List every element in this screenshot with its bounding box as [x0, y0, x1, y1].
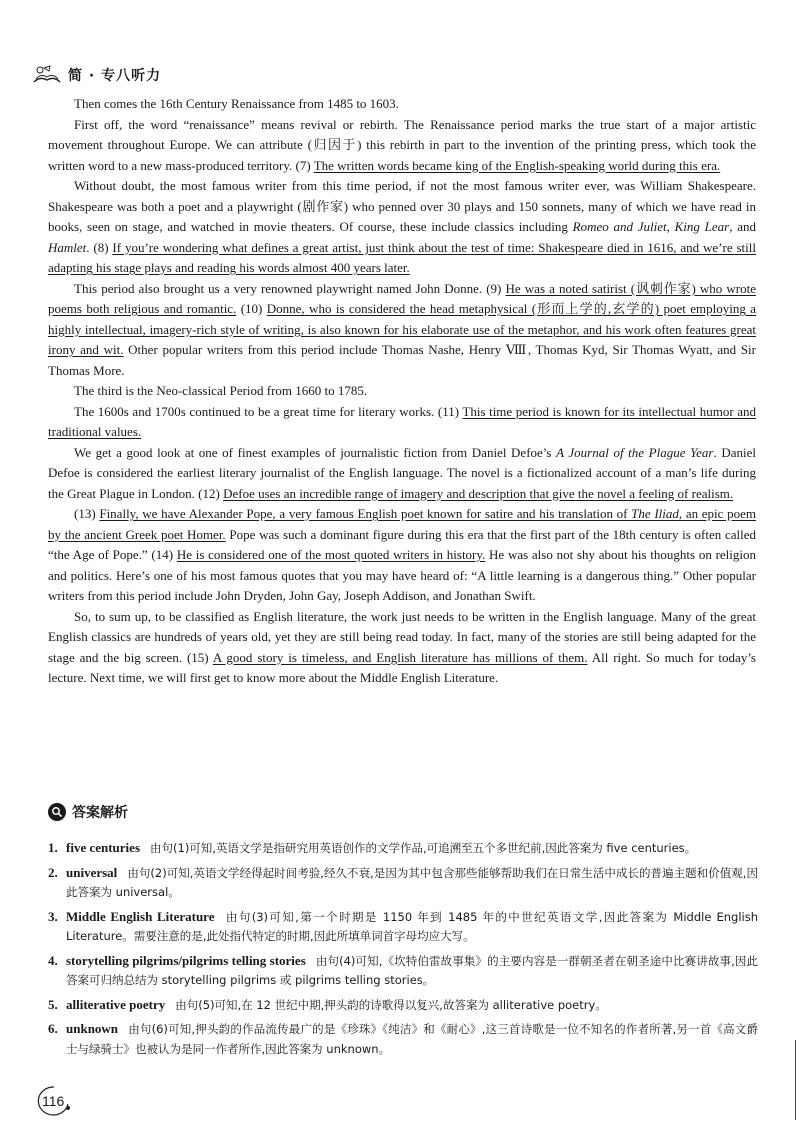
paragraph [48, 443, 756, 505]
answer-item [48, 907, 758, 947]
answer-item [48, 951, 758, 991]
answer-list [48, 838, 758, 1063]
answer-body [66, 951, 758, 991]
answer-item [48, 838, 758, 859]
answer-body [66, 1019, 758, 1059]
answer-number: 5. [48, 996, 58, 1012]
answer-item [48, 1019, 758, 1059]
answer-key: storytelling pilgrims/pilgrims telling stories [66, 952, 306, 968]
underlined-answer-sentence: Donne, who is considered the head metaphysical (形而上学的,玄学的) poet employing a highly intellectual, imagery-rich style of writing, is also known for his elaborate use of the metaphor, and his work often features great irony and wit. [48, 301, 756, 357]
underlined-answer-sentence: He is considered one of the most quoted writers in history. [176, 547, 486, 562]
text-segment: . (8) [86, 239, 113, 255]
text-segment: This period also brought us a very renowned playwright named John Donne. (9) [74, 280, 506, 296]
answer-body [66, 863, 758, 903]
answer-explanation: 由句(5)可知,在 12 世纪中期,押头韵的诗歌得以复兴,故答案为 alliterative poetry。 [175, 997, 607, 1012]
text-segment: Other popular writers from this period include Thomas Nashe, Henry Ⅷ, Thomas Kyd, Sir Thomas Wyatt, and Sir Thomas More. [48, 342, 757, 378]
paragraph [48, 94, 756, 115]
answer-key: five centuries [66, 840, 141, 855]
answer-number: 1. [48, 840, 58, 855]
paragraph [48, 176, 756, 279]
lecture-transcript [48, 94, 756, 689]
text-segment: (10) [236, 301, 267, 316]
header-title: 简 · 专八听力 [68, 68, 162, 84]
underlined-answer-sentence: Finally, we have Alexander Pope, a very famous English poet known for satire and his translation of [99, 506, 632, 521]
text-segment: Hamlet [48, 239, 87, 255]
answers-section-title: 答案解析 [72, 805, 128, 821]
text-segment: , [666, 219, 675, 234]
paragraph [48, 115, 756, 177]
answer-body [66, 995, 758, 1016]
text-segment: King Lear [674, 219, 730, 234]
answer-number: 3. [48, 908, 58, 924]
answer-explanation: 由句(4)可知,《坎特伯雷故事集》的主要内容是一群朝圣者在朝圣途中比赛讲故事,因此答案可归纳总结为 storytelling pilgrims 或 pilgrims telling stories。 [66, 953, 758, 987]
paragraph [48, 279, 756, 382]
paragraph [48, 381, 756, 402]
book-logo-icon [30, 62, 64, 88]
underlined-answer-sentence: Defoe uses an incredible range of imagery and description that give the novel a feeling of realism. [223, 485, 734, 501]
answers-section-header [48, 802, 128, 822]
underlined-answer-sentence: A good story is timeless, and English literature has millions of them. [212, 649, 588, 665]
answer-key: universal [66, 864, 118, 880]
text-segment: Then comes the 16th Century Renaissance from 1485 to 1603. [74, 96, 399, 111]
answer-explanation: 由句(2)可知,英语文学经得起时间考验,经久不衰,是因为其中包含那些能够帮助我们在日常生活中成长的普遍主题和价值观,因此答案为 universal。 [66, 865, 758, 899]
text-segment: So, to sum up, to be classified as English literature, the work just needs to be written in the English language. Many of the great English classics are hundreds of years old, yet they are still being read today. In fact, many of the stories are still being adapted for the stage and the big screen. (15) [48, 608, 756, 665]
answer-number: 6. [48, 1021, 58, 1036]
answer-explanation: 由句(3)可知,第一个时期是 1150 年到 1485 年的中世纪英语文学,因此答案为 Middle English Literature。需要注意的是,此处指代特定的时期,因此所填单词首字母均应大写。 [66, 909, 758, 943]
underlined-answer-sentence: He was a noted satirist (讽刺作家) who wrote poems both religious and romantic. [48, 280, 756, 316]
text-segment: . Daniel Defoe is considered the earliest literary journalist of the English language. The novel is a fictionalized account of a man’s life during the Great Plague in London. (12) [48, 444, 756, 501]
page-header [30, 62, 161, 88]
paragraph [48, 402, 756, 443]
page-number: 116 [42, 1093, 65, 1109]
text-segment: , and [729, 219, 756, 234]
text-segment: The third is the Neo-classical Period from 1660 to 1785. [74, 383, 368, 398]
answer-body [66, 907, 758, 947]
underlined-answer-sentence: This time period is known for its intellectual humor and traditional values. [48, 403, 757, 439]
paragraph [48, 607, 756, 689]
text-segment: All right. So much for today’s lecture. Next time, we will first get to know more about the Middle English Literature. [48, 649, 756, 685]
text-segment: (13) [74, 506, 100, 521]
text-segment: Pope was such a dominant figure during this era that the first part of the 18th century is often called “the Age of Pope.” (14) [48, 526, 756, 562]
page-number-badge [32, 1084, 76, 1118]
text-segment: Romeo and Juliet [572, 219, 667, 234]
text-segment: A Journal of the Plague Year [556, 444, 714, 460]
paragraph [48, 504, 756, 607]
answer-item [48, 995, 758, 1016]
answer-explanation: 由句(1)可知,英语文学是指研究用英语创作的文学作品,可追溯至五个多世纪前,因此答案为 five centuries。 [150, 841, 697, 855]
text-segment: He was also not shy about his thoughts on religion and politics. Here’s one of his most famous quotes that you may have heard of: “A little learning is a dangerous thing.” Other popular writers from this period include John Dryden, John Gay, Joseph Addison, and Jonathan Swift. [48, 547, 756, 603]
page-edge-line [795, 1040, 796, 1120]
answer-explanation: 由句(6)可知,押头韵的作品流传最广的是《珍珠》《纯洁》和《耐心》,这三首诗歌是一位不知名的作者所著,另一首《高文爵士与绿骑士》也被认为是同一作者所作,因此答案为 unknown。 [66, 1022, 758, 1056]
underlined-answer-sentence: The Iliad [631, 506, 679, 521]
text-segment: The 1600s and 1700s continued to be a great time for literary works. (11) [74, 403, 463, 419]
answer-number: 4. [48, 952, 58, 968]
answer-body [66, 838, 758, 859]
underlined-answer-sentence: The written words became king of the English-speaking world during this era. [313, 157, 721, 173]
answer-key: alliterative poetry [66, 996, 166, 1012]
answer-key: Middle English Literature [66, 908, 215, 924]
answer-number: 2. [48, 864, 58, 880]
text-segment: We get a good look at one of finest examples of journalistic fiction from Daniel Defoe’s [74, 444, 557, 460]
text-segment: Without doubt, the most famous writer from this time period, if not the most famous writer ever, was William Shakespeare. Shakespeare was both a poet and a playwright (剧作家) who penned over 30 plays and 150 sonnets, many of which we have read in books, seen on stage, and watched in movie theaters. Of course, these include classics including [48, 178, 756, 234]
text-segment: First off, the word “renaissance” means revival or rebirth. The Renaissance period marks the true start of a major artistic movement throughout Europe. We can attribute (归因于) this rebirth in part to the invention of the printing press, which took the written word to a new mass-produced territory. (7) [48, 116, 756, 173]
underlined-answer-sentence: , an epic poem by the ancient Greek poet Homer. [48, 506, 756, 542]
answer-key: unknown [66, 1021, 119, 1036]
answer-item [48, 863, 758, 903]
magnifier-icon [48, 803, 66, 821]
underlined-answer-sentence: If you’re wondering what defines a great artist, just think about the test of time: Shakespeare died in 1616, and we’re still adapting his stage plays and reading his words almost 400 years later. [48, 239, 756, 275]
